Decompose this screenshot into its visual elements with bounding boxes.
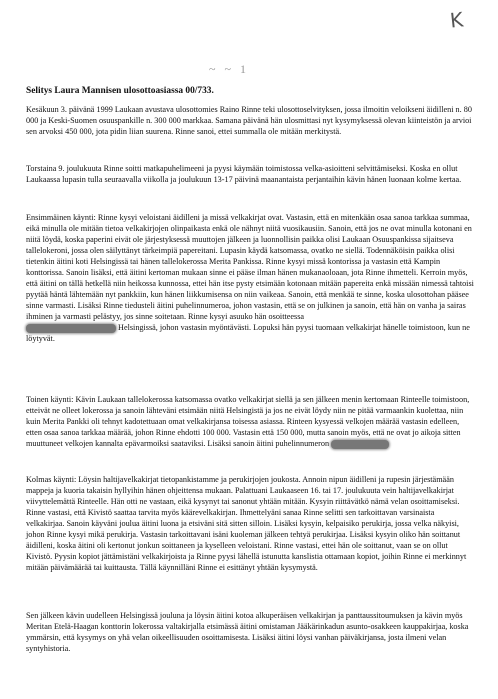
paragraph-text: Helsingissä, johon vastasin myöntävästi. Lopuksi hän pyysi tuomaan velkakirjat hänelle toimistoon, kun ne löytyvät. xyxy=(26,323,470,343)
paragraph-text: Toinen käynti: Kävin Laukaan tallelokerossa katsomassa ovatko velkakirjat siellä ja sen jälkeen menin kertomaan Rinteelle toimistoon, etteivät ne olleet lokerossa ja sanoin lähteväni etsimään niitä Helsingistä ja jos ne eivät löydy niin ne pitää varmaankin kuolettaa, niin kuin Merita Pankki oli tehnyt kadotettuaan omat velkakirjansa toisessa asiassa. Rinteen kysyessä velkojen määrää vastasin edelleen, etten osaa sanoa tarkkaa määrää, johon Rinne ehdotti 100 000. Vastasin että 150 000, mutta sanoin myös, että ne ovat jo aikoja sitten muuttuneet velkojen kannalta epävarmoiksi saataviksi. Lisäksi sanoin äitini puhelinnumeron xyxy=(26,395,470,448)
paragraph-first-visit xyxy=(26,212,474,344)
handwritten-corner-mark: K xyxy=(448,7,465,33)
paragraph-second-visit xyxy=(26,394,474,449)
document-title: Selitys Laura Mannisen ulosottoasiassa 00/733. xyxy=(26,86,214,96)
paragraph-text: Kolmas käynti: Löysin haltijavelkakirjat tietopankistamme ja perukirjojen joukosta. Annoin nipun äidilleni ja rupesin järjestämään mappeja ja kuoria takaisin hyllyihin hänen ohjeittensa mukaan. Palattuani Laukaaseen 16. tai 17. joulukuuta vein haltijavelkakirjat viivyttelemättä Rinteelle. Hän otti ne vastaan, eikä kysynyt tai sanonut yhtään mitään. Kysyin riittävätkö nämä velan osoittamiseksi. Rinne vastasi, että Kivistö saattaa tarvita myös käärevelkakirjan. Ihmettelyäni sanaa Rinne selitti sen tarkoittavan varsinaista velkakirjaa. Sanoin käyväni joulua äitini luona ja etsiväni sitä sitten silloin. Lisäksi kysyin, kelpaisiko perukirja, jossa velka näkyisi, johon Rinne kysyi mikä perukirja. Vastasin tarkoittavani isäni kuoleman jälkeen tehtyä perukirjaa. Lisäksi kysyin oliko hän soittanut äidilleni, koska äitini oli kertonut jonkun soittaneen ja kyselleen veloistani. Rinne vastasi, ettei hän ole soittanut, vaan se on ollut Kivistö. Pyysin kopiot jättämistäni velkakirjoista ja Rinne pyysi lähellä istunutta kanslistia ottamaan kopiot, joihin Rinne ei merkinnyt mitään päivämäärää tai kuittausta. Tällä käynnilläni Rinne ei esittänyt yhtään kysymystä. xyxy=(26,475,467,572)
paragraph-text: Ensimmäinen käynti: Rinne kysyi veloistani äidilleni ja missä velkakirjat ovat. Vastasin, että en mitenkään osaa sanoa tarkkaa summaa, eikä minulla ole mitään tietoa velkakirjojen olinpaikasta enkä ole nähnyt niitä vuosikausiin. Sanoin, että jos ne ovat minulla kotonani en niitä löydä, koska paperini eivät ole järjestyksessä muuttojen jälkeen ja luonnollisin paikka olisi Laukaan Osuuspankissa sijaitseva tallelokeroni, jossa olen säilyttänyt tärkeimpiä papereitani. Lupasin käydä katsomassa, ovatko ne siellä. Todennäköisin paikka olisi tietenkin äitini koti Helsingissä tai hänen tallelokerossa Merita Pankissa. Rinne kysyi missä kontorissa ja vastasin että Kampin konttorissa. Sanoin lisäksi, että äitini kertoman mukaan sinne ei pääse ilman hänen mukanaoloaan, jota Rinne ihmetteli. Kerroin myös, että äitini on tällä hetkellä niin heikossa kunnossa, ettei hän itse pysty etsimään kotonaan mitään papereita enkä missään nimessä tahtoisi pyytää häntä lähtemään nyt pankkiin, kun hänen liikkumisensa on niin vaikeaa. Sanoin, että menkää te sinne, koska ulosottohan pääsee sinne varmasti. Lisäksi Rinne tiedusteli äitini puhelinnumeroa, johon vastasin, että se on julkinen ja sanoin, että hän on vanha ja sairas ihminen ja varmasti pelästyy, jos sinne soitetaan. Rinne kysyi asuuko hän osoitteessa xyxy=(26,213,474,321)
paragraph-phone-call xyxy=(26,163,474,185)
faint-stamp-mark: ~ ~ 1 xyxy=(209,62,249,76)
paragraph-third-visit xyxy=(26,474,474,573)
paragraph-intro xyxy=(26,104,474,137)
redacted-phone-number xyxy=(331,440,389,449)
paragraph-text: Torstaina 9. joulukuuta Rinne soitti matkapuhelimeeni ja pyysi käymään toimistossa velka-asioitteni selvittämiseksi. Koska en ollut Laukaassa lupasin tulla seuraavalla viikolla ja joulukuun 13-17 päivinä maanantaista perjantaihin kävin hänen luonaan kolme kertaa. xyxy=(26,164,462,184)
paragraph-after xyxy=(26,610,474,654)
redacted-address xyxy=(26,324,116,333)
paragraph-text: Sen jälkeen kävin uudelleen Helsingissä jouluna ja löysin äitini kotoa alkuperäisen velkakirjan ja panttaussitoumuksen ja kävin myös Meritan Etelä-Haagan konttorin lokerossa valtakirjalla etsimässä äitini omistaman Jääkärinkadun asunto-osakkeen kauppakirjaa, koska ymmärsin, että kysymys on yhä velan oikeellisuuden osoittamisesta. Lisäksi äitini löysi vanhan päiväkirjansa, josta ilmeni velan syntyhistoria. xyxy=(26,611,469,653)
paragraph-text: Kesäkuun 3. päivänä 1999 Laukaan avustava ulosottomies Raino Rinne teki ulosottoselvityksen, jossa ilmoitin veloikseni äidilleni n. 80 000 ja Keski-Suomen osuuspankille n. 300 000 markkaa. Samana päivänä hän ulosmittasi nyt kysymyksessä olevan kiinteistön ja arvioi sen arvoksi 450 000, jota pidin liian suurena. Rinne sanoi, ettei summalla ole mitään merkitystä. xyxy=(26,105,472,136)
